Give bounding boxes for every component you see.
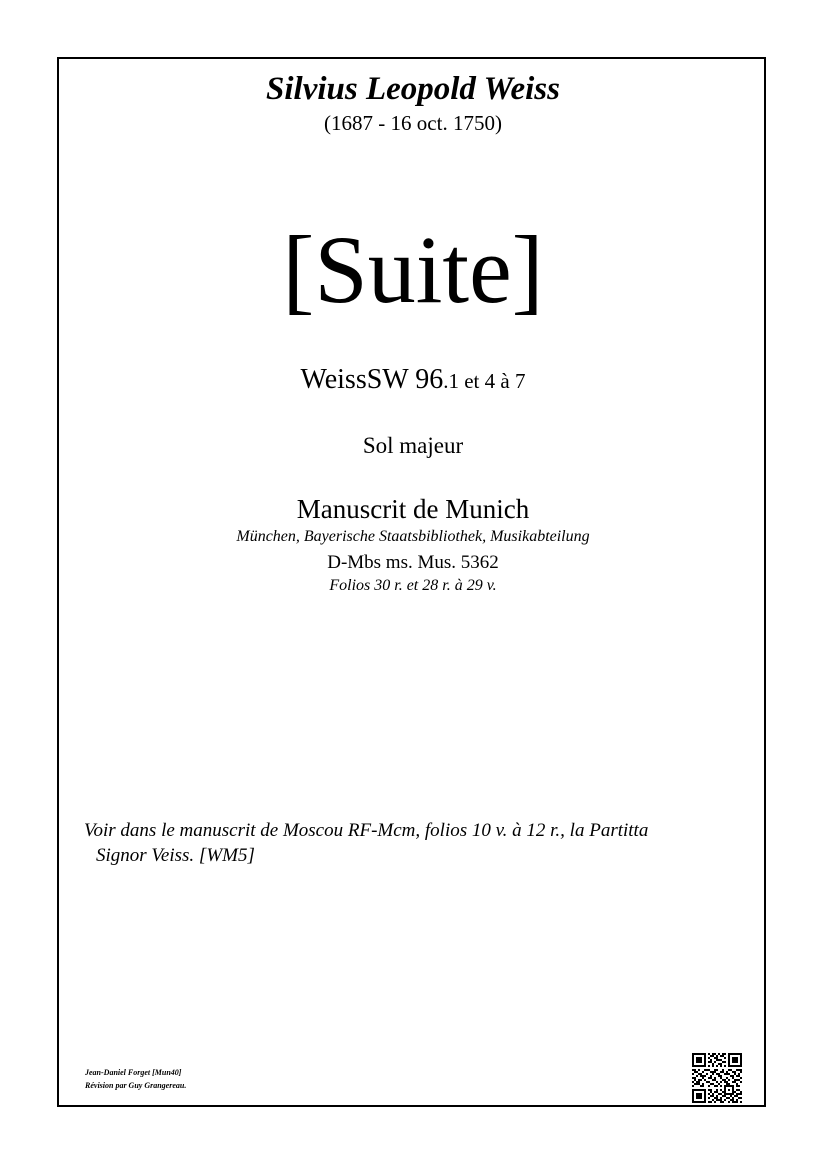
catalog-number [0,366,826,394]
key-signature: Sol majeur [362,433,464,458]
catalog-sub: .1 et 4 à 7 [443,369,526,393]
credits [85,1066,186,1092]
note-line-2: Signor Veiss. [WM5] [96,845,255,866]
folios: Folios 30 r. et 28 r. à 29 v. [329,577,497,594]
manuscript-name: Manuscrit de Munich [296,494,530,524]
library-name: München, Bayerische Staatsbibliothek, Musikabteilung [236,528,590,545]
work-title: [Suite] [282,216,544,323]
editor-credit: Jean-Daniel Forget [Mun40] [85,1068,182,1077]
catalog-main: WeissSW 96 [300,364,444,395]
shelfmark: D-Mbs ms. Mus. 5362 [327,552,499,573]
concordance-note [84,818,764,868]
qr-code-icon[interactable] [692,1053,742,1103]
revision-credit: Révision par Guy Grangereau. [85,1081,187,1090]
composer-name: Silvius Leopold Weiss [266,71,560,107]
note-line-1: Voir dans le manuscrit de Moscou RF-Mcm, folios 10 v. à 12 r., la Partitta [84,820,649,841]
composer-dates: (1687 - 16 oct. 1750) [324,111,502,135]
